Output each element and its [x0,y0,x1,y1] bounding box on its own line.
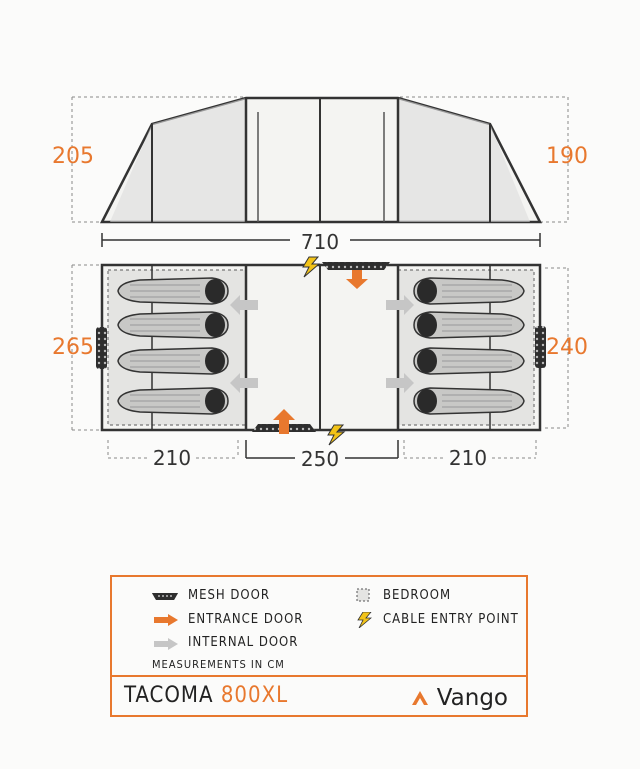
product-model: 800XL [220,683,289,708]
brand-logo [411,685,508,711]
product-title [124,683,288,708]
cable-entry-icon [356,612,372,628]
product-name: TACOMA [124,683,214,708]
bedroom-left-length-label: 210 [152,446,192,470]
mesh-door-left-side [96,327,107,369]
mesh-door-right-side [535,326,546,368]
legend-divider [112,675,526,677]
width-left-label: 265 [52,335,94,360]
mesh-door-top [322,262,390,270]
legend-mesh-door-label: MESH DOOR [188,588,270,603]
legend-entrance-door-label: ENTRANCE DOOR [188,612,304,627]
total-length-dimension [102,230,540,254]
internal-door-icon [154,638,178,650]
living-area-length-label: 250 [300,447,340,471]
height-right-label: 190 [546,144,588,169]
legend-cable-entry-label: CABLE ENTRY POINT [383,612,519,627]
bedroom-icon [356,588,370,602]
legend-bedroom-label: BEDROOM [383,588,452,603]
measurements-note: MEASUREMENTS IN CM [152,658,285,671]
mesh-door-icon [152,591,178,601]
legend-panel [110,575,528,717]
legend-internal-door-label: INTERNAL DOOR [188,635,299,650]
side-elevation [52,97,588,222]
width-right-label: 240 [546,335,588,360]
vango-logo-icon [411,689,429,707]
bedroom-right-length-label: 210 [448,446,488,470]
entrance-door-icon [154,614,178,626]
height-left-label: 205 [52,144,94,169]
brand-name: Vango [436,685,508,711]
floor-plan [52,257,588,445]
total-length-label: 710 [300,230,340,254]
section-dimensions [108,440,536,471]
